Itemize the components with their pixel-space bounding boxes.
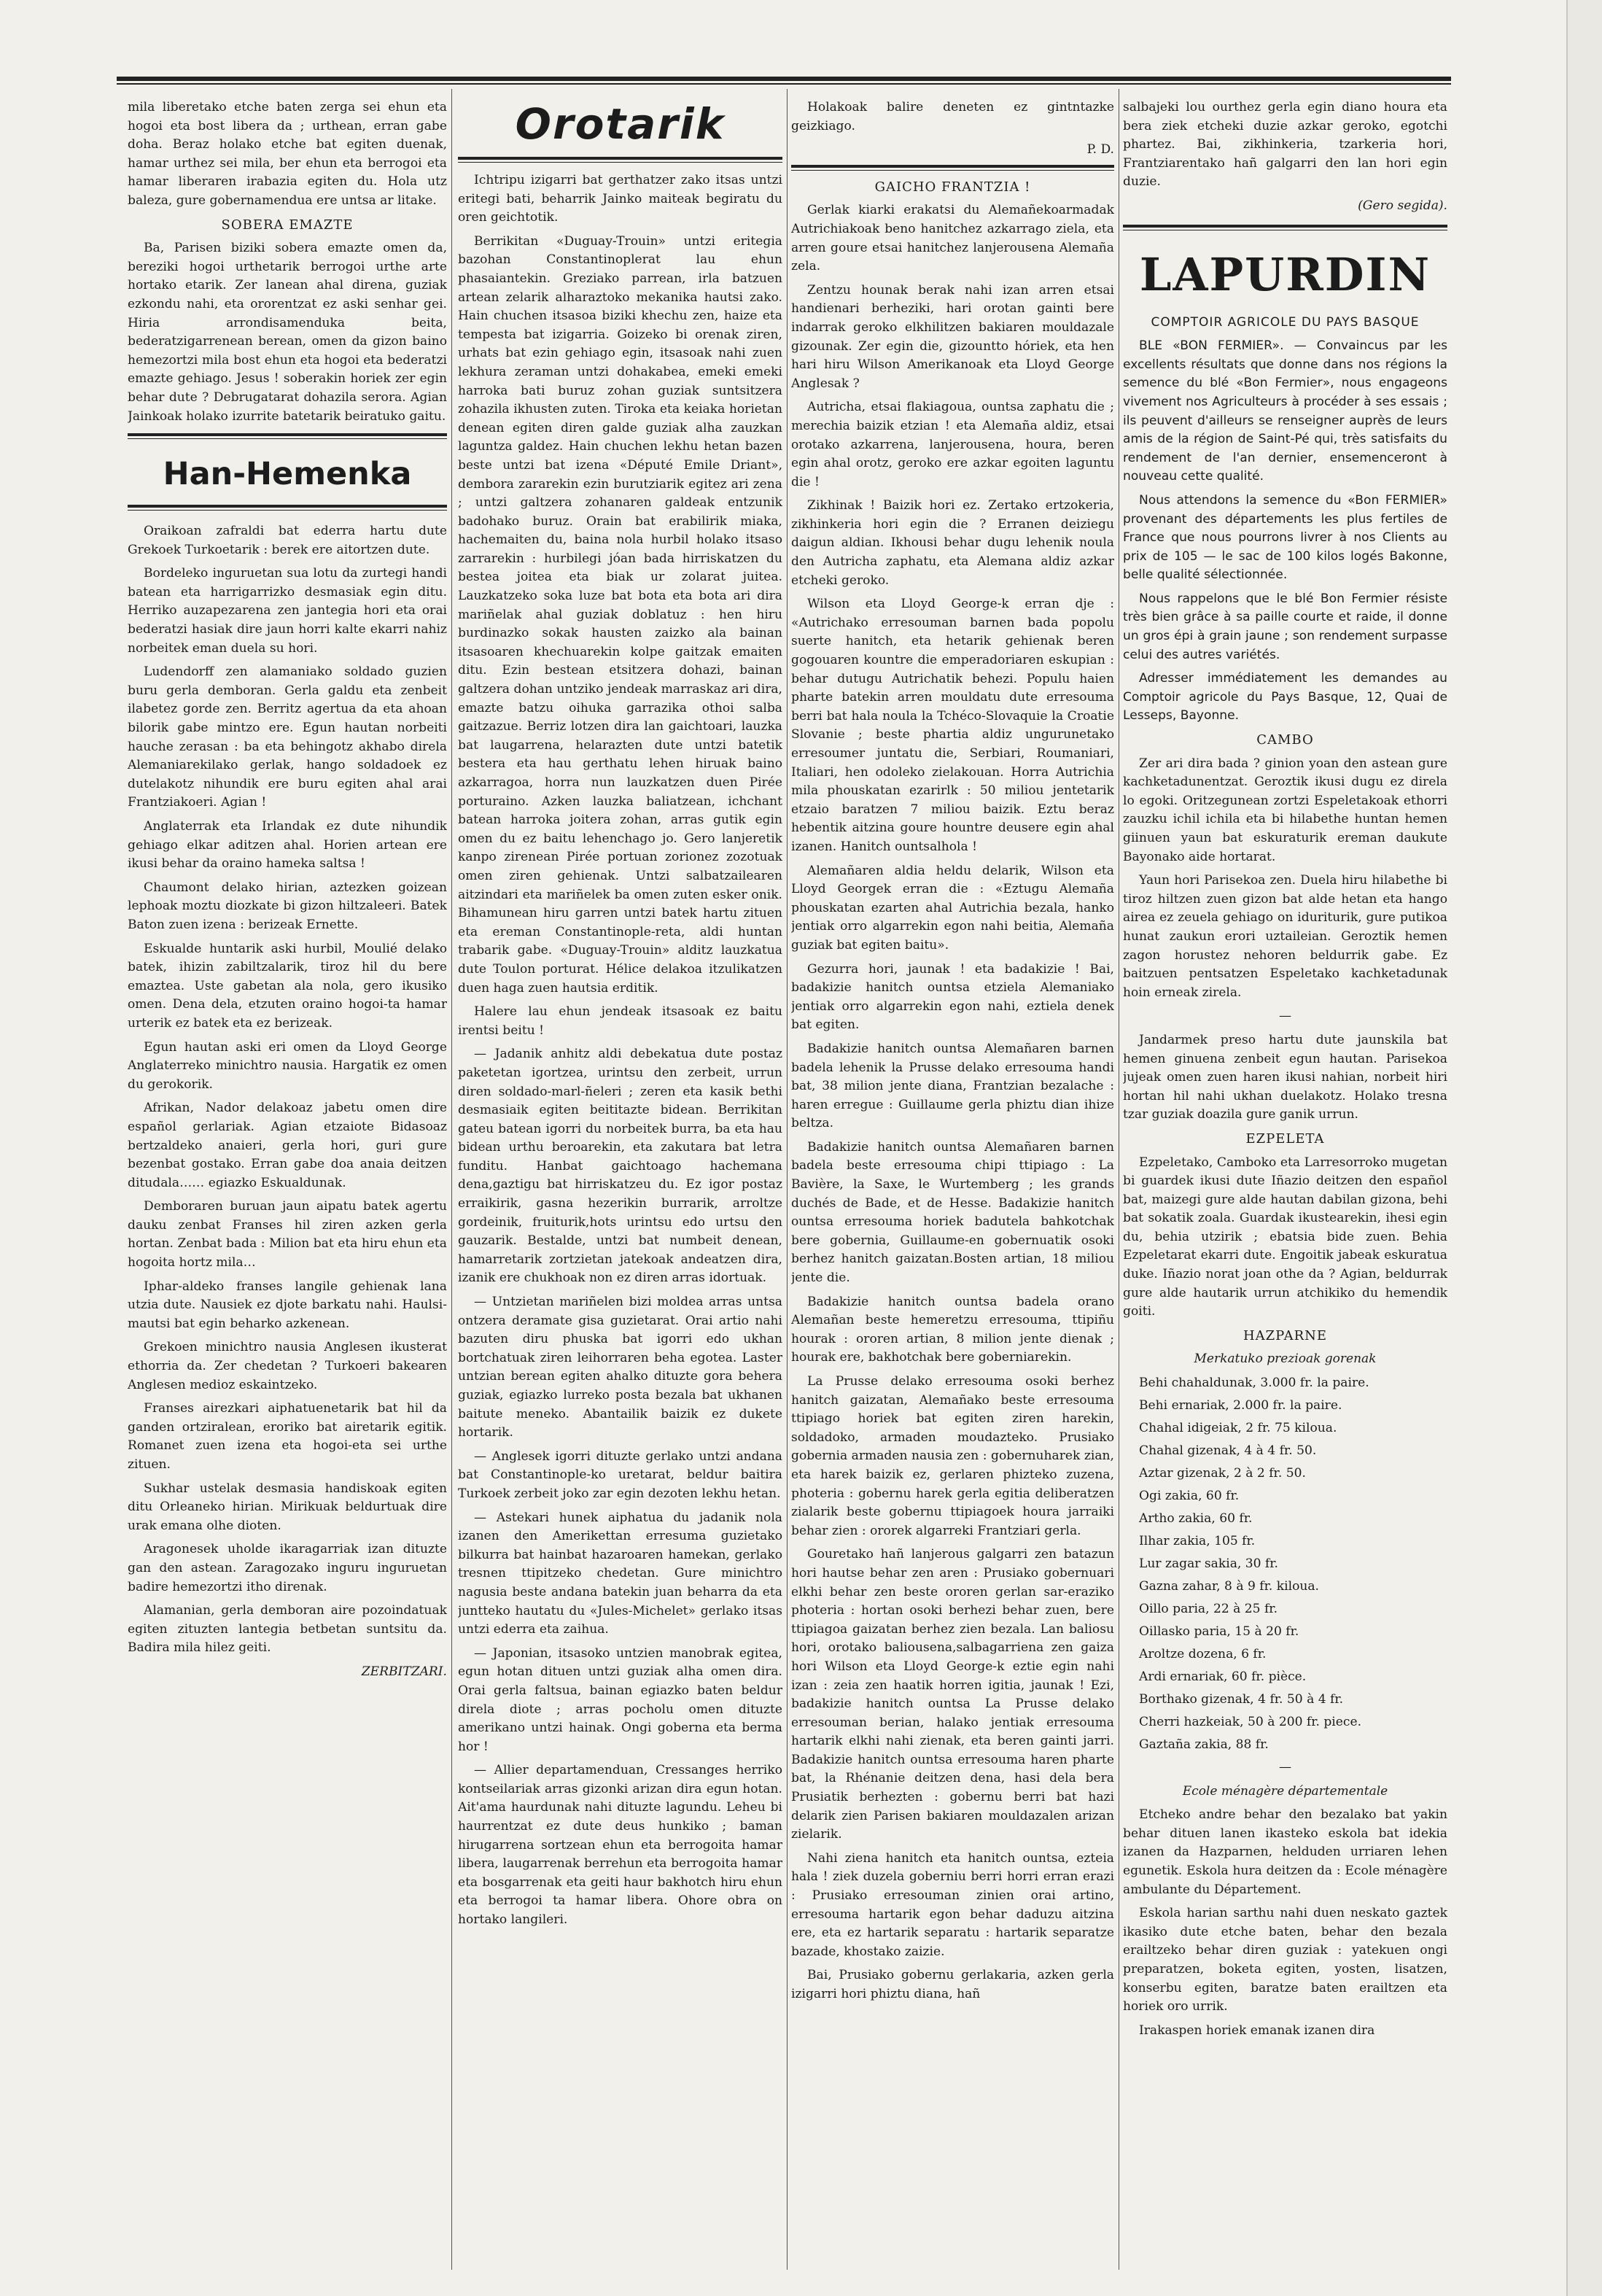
article-paragraph: Wilson eta Lloyd George-k erran dje : «Autrichako erresouman barnen bada popolu suerte hanitch, eta hetarik gehienak beren gogouaren kountre die emperadoriaren eskupian : behar dutugu Autrichatik behezi. Populu haien pharte batekin arren mouldatu dute erresouma berri bat hala noula la Tchéco-Slovaquie la Croatie Slovanie ; beste phartia aldiz ungurunetako erresoumer juntatu die, Serbiari, Roumaniari, Italiari, hen odoleko zielakouan. Horra Autrichia mila phouskatan ezarirlk : 50 miliou jentetarik etzaio baratzen 7 miliou baizik. Eztu beraz hebentik aitzina goure hountre deusere egin ahal izanen. Hanitch ountsalhola ! (791, 597, 1114, 854)
han-hemenka-title: Han-Hemenka (163, 456, 412, 493)
article-paragraph: Nahi ziena hanitch eta hanitch ountsa, ezteia hala ! ziek duzela goberniu berri horri erran erazi : Prusiako erresouman zinien orai artino, erresouma hartarik egon behar daduzu aitzina ere, eta ez hartarik separatu : hartarik separatze bazade, khostako zaizie. (791, 1850, 1114, 1959)
orotarik-paragraph: Berrikitan «Duguay-Trouin» untzi eritegia bazohan Constantinoplerat lau ehun phasaiantekin. Greziako parrean, irla batzuen artean zelarik alharaztoko mekanika hautsi zako. Hain chuchen itsasoa biziki khechu zen, haize eta tempesta bat izigarria. Goizeko bi orenak ziren, urhats bat ezin gehiago egin, itsasoak nahi zuen lekhura zeraman untzi dohakabea, emeki emeki harroka bati buruz zohan guziak suntsitzera zohazila ikhusten zuten. Tiroka eta keiaka horietan denean egiten diren galde guziak alha zauzkan laguntza galdez. Hain chuchen lekhu hetan bazen beste untzi bat izena «Député Emile Driant», dembora zararekin ezin burutziarik egitez ari zena ; untzi galtzera zohanaren galdeak entzunik badohako buruz. Orain bat erabilirik miaka, hachemaiten du, baina nola hurbil holako itsaso zarrarekin : hurbilegi jóan bada hirriskatzen du bestea joitea eta biak ur zolarat juitea. Lauzkatzeko soka luze bat bota eta bota ari dira mariñelak ahal guziak doblatuz : hen hiru burdinazko sokak hausten zaizko ala bainan itsasoaren khechuarekin kolpe gaitzak emaiten ditu. Ezin bestean etsitzera dohazi, bainan galtzera dohan untziko jendeak marraskaz ari dira, emazte batzu oihuka garrazika othoi salba gaitzazue. Berriz lotzen dira lan gaichtoari, lauzka bat laugarrena, helarazten dute untzi batetik bestera eta hau gerthatu lehen hiruak baino azkarragoa, horra nun lauzkatzen duen Pirée porturaino. Azken lauzka baliatzean, ichchant batean harroka joitera zohan, arras gutik egin omen du ez baitu lehenchago jo. Gero lanjeretik kanpo zirenean Pirée portuan zorionez zozotuak omen ziren gehienak. Untzi salbatzailearen aitzindari eta mariñelek ba omen zuten esker onik. Bihamunean hiru garren untzi batek hartu zituen eta ereman Constantinople-reta, aldi huntan trabarik gabe. «Duguay-Trouin» alditz lauzkatua dute Toulon porturat. Hélice delakoa itzulikatzen duen haga zuen hautsia erditik. (458, 233, 782, 996)
orotarik-title: Orotarik (515, 99, 726, 149)
separator: — (1278, 1009, 1292, 1024)
orotarik-paragraph: — Japonian, itsasoko untzien manobrak egitea, egun hotan dituen untzi guziak alha omen dira. Orai gerla faltsua, bainan egiazko baten beldur direla diote ; arras pocholu omen dituzte amerikano untzi hainak. Ongi goberna eta berma hor ! (458, 1645, 782, 1754)
article-paragraph: Gezurra hori, jaunak ! eta badakizie ! Bai, badakizie hanitch ountsa etziela Alemaniako jentiak orro algarrekin egon nahi, eztiela denek bat egiten. (791, 961, 1114, 1033)
price-row: Cherri hazkeiak, 50 à 200 fr. piece. (1139, 1715, 1362, 1730)
article-continuation: Holakoak balire deneten ez gintntazke geizkiago. (791, 100, 1114, 133)
comptoir-paragraph: Nous attendons la semence du «Bon FERMIER» provenant des départements les plus fertiles de France que nous pourrons livrer à nos Clients au prix de 105 — le sac de 100 kilos logés Bakonne, belle qualité sélectionnée. (1123, 492, 1447, 583)
top-rule-thin (117, 83, 1451, 85)
gero-segida: (Gero segida). (1358, 198, 1447, 213)
price-row: Artho zakia, 60 fr. (1139, 1511, 1253, 1527)
merkatu-title: Merkatuko prezioak gorenak (1194, 1351, 1377, 1367)
price-row: Chahal idigeiak, 2 fr. 75 kiloua. (1139, 1421, 1337, 1436)
column-3 (791, 98, 1114, 2276)
price-row: Borthako gizenak, 4 fr. 50 à 4 fr. (1139, 1692, 1344, 1707)
ecole-title: Ecole ménagère départementale (1182, 1783, 1388, 1799)
article-continuation: salbajeki lou ourthez gerla egin diano houra eta bera ziek etcheki duzie azkar geroko, egotchi phartez. Bai, zikhinkeria, tzarkeria hori, Frantziarentako hañ galgarri den lan hori egin duzie. (1123, 100, 1447, 190)
hh-paragraph: Grekoen minichtro nausia Anglesen ikusterat ethorria da. Zer chedetan ? Turkoeri bakearen Anglesen medioz eskaintzeko. (128, 1340, 447, 1392)
article-continuation: mila liberetako etche baten zerga sei ehun eta hogoi eta bost libera da ; urthean, erran gabe doha. Beraz holako etche bat egiten duenak, hamar urthez sei mila, ber ehun eta berrogoi eta hamar liberaren irabazia egiten du. Hola utz baleza, gure gobernamendua ere untsa ar litake. (128, 100, 447, 208)
hh-paragraph: Anglaterrak eta Irlandak ez dute nihundik gehiago elkar aditzen ahal. Horien artean ere ikusi behar da oraino hameka saltsa ! (128, 819, 447, 872)
hh-paragraph: Oraikoan zafraldi bat ederra hartu dute Grekoek Turkoetarik : berek ere aitortzen dute. (128, 524, 447, 557)
author-initials: P. D. (1086, 142, 1114, 158)
price-row: Aztar gizenak, 2 à 2 fr. 50. (1139, 1466, 1306, 1481)
column-4 (1123, 98, 1447, 2276)
cambo-paragraph: Yaun hori Parisekoa zen. Duela hiru hilabethe bi tiroz hiltzen zuen gizon bat alde hetan eta hango airea ez zeuela gehiago on iduriturik, gure putikoa hunat zaukun erori uztaileian. Geroztik hemen zagon horustez nehoren beldurrik gabe. Ez baitzuen pentsatzen Espeletako kachketadunak hoin erneak zirela. (1123, 873, 1447, 1000)
section-rule (1123, 225, 1447, 230)
top-rule (117, 77, 1451, 81)
article-paragraph: Badakizie hanitch ountsa Alemañaren barnen badela lehenik la Prusse delako erresouma handi bat, 38 milion jente diana, Frantzian bezalache : haren erregue : Guillaume gerla phiztu dian ihize beltza. (791, 1041, 1114, 1131)
separator: — (1278, 1760, 1292, 1775)
column-divider (451, 89, 452, 2270)
price-row: Chahal gizenak, 4 à 4 fr. 50. (1139, 1443, 1317, 1459)
article-paragraph: Badakizie hanitch ountsa Alemañaren barnen badela beste erresouma chipi ttipiago : La Bavière, la Saxe, le Wurtemberg ; les grands duchés de Bade, et de Hesse. Badakizie hanitch ountsa erresouma horiek badutela bahkotchak bere gobernia, Guillaume-en gobernuatik osoki berhez hanitch gaizatan.Bosten artian, 18 miliou jente die. (791, 1139, 1114, 1286)
ezpeleta-title: EZPELETA (1245, 1130, 1325, 1147)
article-paragraph: Badakizie hanitch ountsa badela orano Alemañan beste hemeretzu erresouma, ttipiñu hourak : ororen artian, 8 milion jente dienak ; hourak ere, bakhotchak bere goberniarekin. (791, 1294, 1114, 1365)
orotarik-paragraph: Ichtripu izigarri bat gerthatzer zako itsas untzi eritegi bati, beharrik Jainko maiteak begiratu du oren geichtotik. (458, 173, 782, 225)
price-row: Gazna zahar, 8 à 9 fr. kiloua. (1139, 1579, 1319, 1594)
price-row: Oillasko paria, 15 à 20 fr. (1139, 1624, 1299, 1640)
orotarik-paragraph: — Anglesek igorri dituzte gerlako untzi andana bat Constantinople-ko uretarat, beldur baitira Turkoek zerbeit joko zar egin dezoten lekhu hetan. (458, 1448, 782, 1501)
orotarik-paragraph: Halere lau ehun jendeak itsasoak ez baitu irentsi beitu ! (458, 1004, 782, 1038)
hh-paragraph: Ludendorff zen alamaniako soldado guzien buru gerla demboran. Gerla galdu eta zenbeit ilabetez gorde zen. Berritz agertua da eta ahoan bilorik gabe mintzo ere. Egun hautan norbeiti hauche zerasan : ba eta behingotz akhabo direla Alemaniarekilako gerlak, hango soldadoek ez dutelakotz nihundik ere buru egiten ahal arai Frantziakoeri. Agian ! (128, 664, 447, 810)
section-rule (791, 165, 1114, 171)
sobera-title: SOBERA EMAZTE (221, 217, 354, 233)
article-paragraph: Zikhinak ! Baizik hori ez. Zertako ertzokeria, zikhinkeria hori egin die ? Erranen deiziegu daigun aldian. Ikhousi behar dugu lehenik noula den Autricha zaphatu, eta Alemana aldiz azkar etcheki geroko. (791, 498, 1114, 588)
ecole-paragraph: Etcheko andre behar den bezalako bat yakin behar dituen lanen ikasteko eskola bat idekia izanen da Hazparnen, helduden urriaren lehen egunetik. Eskola hura deitzen da : Ecole ménagère ambulante du Département. (1123, 1807, 1447, 1897)
lapurdin-title: LAPURDIN (1139, 247, 1431, 301)
price-row: Ardi ernariak, 60 fr. pièce. (1139, 1669, 1307, 1685)
hh-paragraph: Sukhar ustelak desmasia handiskoak egiten ditu Orleaneko hirian. Mirikuak beldurtuak dire urak emana olhe dioten. (128, 1481, 447, 1533)
price-row: Gaztaña zakia, 88 fr. (1139, 1737, 1269, 1753)
section-rule (128, 505, 447, 511)
price-row: Lur zagar sakia, 30 fr. (1139, 1556, 1278, 1572)
hh-paragraph: Alamanian, gerla demboran aire pozoindatuak egiten zituzten lantegia betbetan suntsitu da. Badira mila hilez geiti. (128, 1603, 447, 1656)
column-2 (458, 98, 782, 2276)
article-paragraph: Gerlak kiarki erakatsi du Alemañekoarmadak Autrichiakoak beno hanitchez azkarrago ziela, eta arren goure etsai hanitchez lanjerousena Alemaña zela. (791, 203, 1114, 274)
signature: ZERBITZARI. (361, 1664, 447, 1679)
article-paragraph: Bai, Prusiako gobernu gerlakaria, azken gerla izigarri hori phiztu diana, hañ (791, 1968, 1114, 2001)
orotarik-paragraph: — Untzietan mariñelen bizi moldea arras untsa ontzera deramate gisa guzietarat. Orai artio nahi bazuten diru phuska bat igorri edo ukhan bortchatuak ziren leihorraren beha egotea. Laster untzian berean egiten ahalko dituzte gora behera guziak, egiazko lurreko posta bezala bat ukhanen baitute meneko. Abantailik baizik ez dukete hortarik. (458, 1295, 782, 1440)
price-row: Aroltze dozena, 6 fr. (1139, 1647, 1267, 1662)
comptoir-paragraph: Nous rappelons que le blé Bon Fermier résiste très bien grâce à sa paille courte et raide, il donne un gros épi à grain jaune ; son rendement surpasse celui des autres variétés. (1123, 591, 1447, 662)
article-paragraph: Gouretako hañ lanjerous galgarri zen batazun hori hautse behar zen aren : Prusiako gobernuari elkhi behar zen beste ororen gerlan sar-eraziko photeria : hortan osoki berhezi behar zuen, bere ttipiagoa gaizatan berhez zien bezala. Lan baliosu hori, orotako baliousena,salbagarriena zen gaiza hori Wilson eta Lloyd George-k eztie egin nahi izan : zeia zen haatik horren igitia, jaunak ! Ezi, badakizie hanitch ountsa La Prusse delako erresouman berian, halako jentiak erresouma hartarik elkhi nahi zienak, eta beren gainti jarri. Badakizie hanitch ountsa erresouma haren pharte bat, la Rhénanie deitzen dena, hasi dela bera Prusiatik berhezten : gobernu berri bat hazi delarik zien Parisen bakiaren mouldazalen arizan zielarik. (791, 1547, 1114, 1842)
sobera-text: Ba, Parisen biziki sobera emazte omen da, bereziki hogoi urthetarik berrogoi urthe arte hortako etarik. Zer lanean ahal direna, guziak ezkondu nahi, eta ororentzat ez aski senhar gei. Hiria arrondisamenduka beita, bederatzigarrenean berean, omen da gizon baino hemezortzi mila bost ehun eta hogoi eta bederatzi emazte gehiago. Jesus ! soberakin horiek zer egin behar dute ? Debrugatarat dohazila serora. Agian Jainkoak holako izurrite batetarik beiratuko gaitu. (128, 241, 447, 424)
cambo-paragraph: Jandarmek preso hartu dute jaunskila bat hemen ginuena zenbeit egun hautan. Parisekoa jujeak omen zuen haren ikusi nahian, norbeit hiri hortan hil nahi ukhan duelakotz. Holako tresna tzar guziak doazila gure ganik urrun. (1123, 1032, 1447, 1122)
cambo-paragraph: Zer ari dira bada ? ginion yoan den astean gure kachketadunentzat. Geroztik ikusi dugu ez direla lo egoki. Oritzegunean zortzi Espeletakoak ethorri zauzku ichil ichila eta bi hilabethe huntan hemen giinuen yaun bat eskuraturik ereman daukute Bayonako aide hortarat. (1123, 756, 1447, 864)
hh-paragraph: Bordeleko inguruetan sua lotu da zurtegi handi batean eta harrigarrizko desmasiak egin ditu. Herriko auzapezarena zen jantegia hori eta orai bederatzi hasiak dire jaun horri kalte ekarri nahiz norbeitek eman duela su hori. (128, 566, 447, 656)
hh-paragraph: Chaumont delako hirian, aztezken goizean lephoak moztu diozkate bi gizon hiltzaleeri. Batek Baton zuen izena : berizeak Ernette. (128, 880, 447, 932)
hh-paragraph: Afrikan, Nador delakoaz jabetu omen dire español gerlariak. Agian etzaiote Bidasoaz bertzaldeko anaieri, gerla hori, guri gure bezenbat gostako. Erran gabe doa anaia deitzen ditudala…… egiazko Eskualdunak. (128, 1101, 447, 1190)
comptoir-paragraph: BLE «BON FERMIER». — Convaincus par les excellents résultats que donne dans nos régions la semence du blé «Bon Fermier», nous engageons vivement nos Agriculteurs à procéder à ses essais ; ils peuvent d'ailleurs se renseigner auprès de leurs amis de la région de Saint-Pé qui, très satisfaits du rendement de l'an dernier, ensemenceront à nouveau cette qualité. (1123, 338, 1447, 484)
price-row: Oillo paria, 22 à 25 fr. (1139, 1602, 1278, 1617)
ezpeleta-paragraph: Ezpeletako, Camboko eta Larresorroko mugetan bi guardek ikusi dute Iñazio deitzen den español bat, maizegi gure alde hautan dabilan gizona, behi bat sokatik zoala. Guardak ikustearekin, ihesi egin du, behia utzirik ; ebatsia bide zuen. Behia Ezpeletarat ekarri dute. Engoitik jabeak eskuratua duke. Iñazio norat joan othe da ? Agian, beldurrak gure alde hautarik urrun atchikiko du hemendik goiti. (1123, 1155, 1447, 1319)
hh-paragraph: Franses airezkari aiphatuenetarik bat hil da ganden ortziralean, eroriko bat airetarik egitik. Romanet zuen izena eta hogoi-eta sei urthe zituen. (128, 1401, 447, 1472)
ecole-paragraph: Eskola harian sarthu nahi duen neskato gaztek ikasiko dute etche baten, behar den bezala erailtzeko behar diren guziak : yatekuen ongi preparatzen, boketa egiten, yosten, lisatzen, konserbu egiten, baratze baten erailtzen eta horiek oro urrik. (1123, 1906, 1447, 2014)
comptoir-paragraph: Adresser immédiatement les demandes au Comptoir agricole du Pays Basque, 12, Quai de Lesseps, Bayonne. (1123, 671, 1447, 724)
hh-paragraph: Demboraren buruan jaun aipatu batek agertu dauku zenbat Franses hil ziren azken gerla hortan. Zenbat bada : Milion bat eta hiru ehun eta hogoita hortz mila… (128, 1199, 447, 1271)
price-row: Ilhar zakia, 105 fr. (1139, 1534, 1256, 1549)
ecole-paragraph: Irakaspen horiek emanak izanen dira (1139, 2022, 1375, 2038)
orotarik-paragraph: — Astekari hunek aiphatua du jadanik nola izanen den Amerikettan erresuma guzietako bilkurra bat hainbat hazaroaren hamekan, gerlako tresnen ttipitzeko chedetan. Gure minichtro nagusia beste andana batekin juan beharra da eta juntteko hautatu du «Jules-Michelet» gerlako itsas untzi ederra eta zaihua. (458, 1510, 782, 1637)
cambo-title: CAMBO (1256, 732, 1314, 748)
hh-paragraph: Egun hautan aski eri omen da Lloyd George Anglaterreko minichtro nausia. Hargatik ez omen du gerokorik. (128, 1039, 447, 1092)
price-list (1123, 1374, 1447, 1753)
section-rule (128, 433, 447, 439)
article-paragraph: Alemañaren aldia heldu delarik, Wilson eta Lloyd Georgek erran die : «Eztugu Alemaña phouskatan ezarten ahal Autrichia bezala, hanko jentiak orro algarrekin egon nahi beitia, Alemaña guziak bat egiten baitu». (791, 863, 1114, 953)
section-rule (458, 157, 782, 163)
comptoir-title: COMPTOIR AGRICOLE DU PAYS BASQUE (1151, 314, 1420, 330)
article-paragraph: Autricha, etsai flakiagoua, ountsa zaphatu die ; merechia baizik etzian ! eta Alemaña aldiz, etsai orotako azkarrena, lanjerousena, houra, beren egin ahal orotz, geroko ere azkar egoiten laguntu die ! (791, 400, 1114, 489)
orotarik-paragraph: — Jadanik anhitz aldi debekatua dute postaz paketetan igortzea, urintsu den zerbeit, urrun diren soldado-marl-ñeleri ; zeren eta kasik bethi desmasiaik egiten beititazte bidean. Berrikitan gateu batean igorri du norbeitek burra, ba eta hau bidean urthu beroarekin, eta zakutara bat letra funditu. Hanbat gaichtoago hachemana dena,gaztigu bat hirriskatzeu du. Ez igor postaz erraikirik, gasna hezerikin burrarik, arroltze gordeinik, fruiturik,hots urintsu edo urtsu den gauzarik. Bestalde, untzi bat numbeit denean, hamarretarik zortzietan jatekoak andeatzen dira, izanik ere chukhoak non ez diren arras idortuak. (458, 1047, 782, 1286)
hh-paragraph: Eskualde huntarik aski hurbil, Moulié delako batek, ihizin zabiltzalarik, tiroz hil du bere emaztea. Uste gabetan ala nola, gero ikusiko omen. Dena dela, etzuten oraino hogoi-ta hamar urterik ez batek eta ez berizeak. (128, 941, 447, 1031)
gaicho-frantzia-title: GAICHO FRANTZIA ! (874, 179, 1031, 195)
hazparne-title: HAZPARNE (1243, 1327, 1328, 1343)
hh-paragraph: Iphar-aldeko franses langile gehienak lana utzia dute. Nausiek ez djote barkatu nahi. Haulsi-mautsi bat egin beharko azkenean. (128, 1279, 447, 1331)
article-paragraph: Zentzu hounak berak nahi izan arren etsai handienari berheziki, hari orotan gainti bere indarrak geroko elkhilitzen bakiaren mouldazale gizounak. Zer egin die, gizountto hóriek, eta hen hari hiru Wilson Amerikanoak eta Lloyd George Anglesak ? (791, 282, 1114, 391)
column-divider (787, 89, 788, 2270)
price-row: Behi ernariak, 2.000 fr. la paire. (1139, 1398, 1342, 1413)
article-paragraph: La Prusse delako erresouma osoki berhez hanitch gaizatan, Alemañako beste erresouma ttipiago horiek bat egiten ziren harekin, soldadoko, armaden moudazteko. Prusiako gobernia armaden nausia zen : gobernuharek zian, eta harek baizik ez, gerlaren phizteko zuzena, photeria : gobernu harek gerla egitia deliberatzen zialarik beste gobernu ttipiagoek houra jarraiki behar zien : ororek algarreki Frantziari gerla. (791, 1374, 1114, 1538)
price-row: Ogi zakia, 60 fr. (1139, 1489, 1240, 1504)
price-row: Behi chahaldunak, 3.000 fr. la paire. (1139, 1376, 1369, 1391)
orotarik-paragraph: — Allier departamenduan, Cressanges herriko kontseilariak arras gizonki arizan dira egun hotan. Ait'ama haurdunak nahi dituzte lagundu. Leheu bi haurrentzat ez dute deus hunkiko ; baman hirugarrena sortzean ehun eta berrogoita hamar libera, laugarrenak berrehun eta berrogoita hamar eta bosgarrenak eta geiti haur bakhotch hiru ehun eta berrogoi ta hamar libera. Ohore obra on hortako langileri. (458, 1763, 782, 1928)
hh-paragraph: Aragonesek uholde ikaragarriak izan dituzte gan den astean. Zaragozako inguru inguruetan badire hemezortzi itho direnak. (128, 1542, 447, 1594)
column-1 (128, 98, 447, 2276)
page-edge (1566, 0, 1602, 2296)
